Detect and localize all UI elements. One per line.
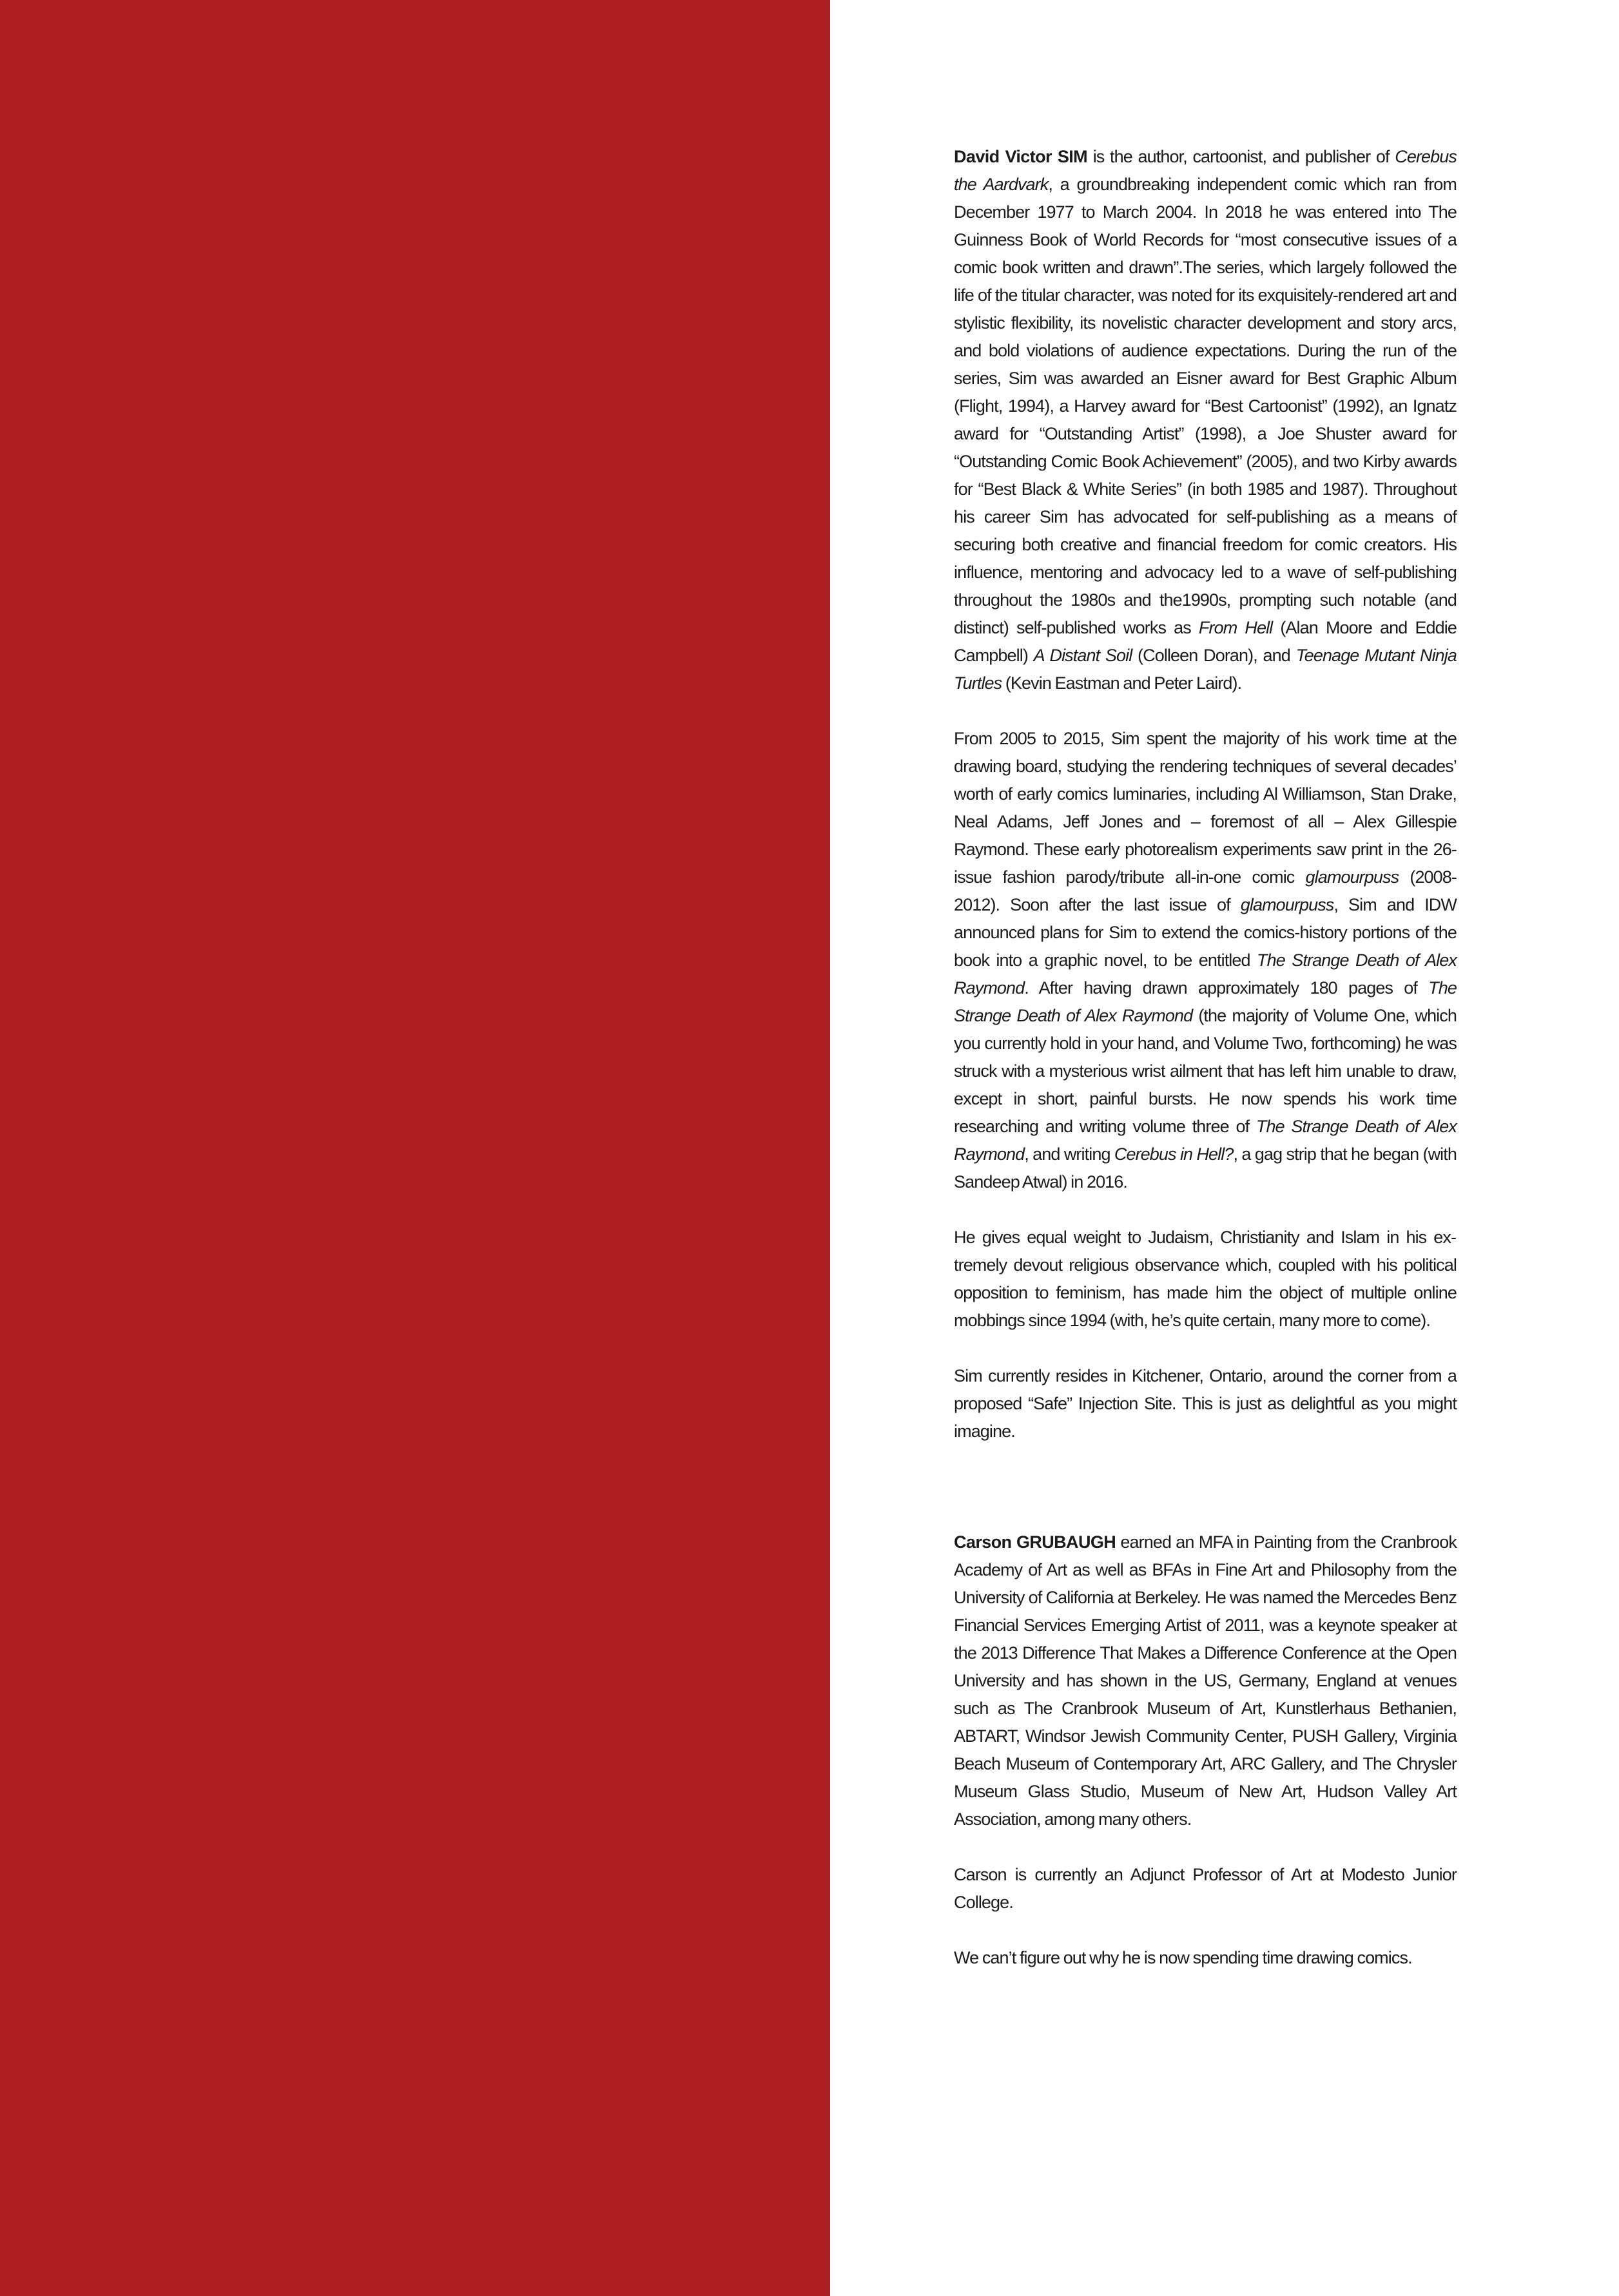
bio-paragraph: [954, 1224, 1457, 1335]
work-title: From Hell: [1198, 618, 1273, 637]
paragraph-text: (Alan Moore and Eddie Campbell): [954, 618, 1457, 665]
paragraph-text: , a groundbreaking independent comic which ran from December 1977 to March 2004. In 2018 he was entered into The Guinness Book of World Records for “most consecutive issues of a comic book written and drawn”.The series, which largely followed the life of the titular character, was noted for its exquisitely-rendered art and stylistic flexibility, its novelistic character development and story arcs, and bold violations of audience expectations. During the run of the series, Sim was awarded an Eisner award for Best Graphic Album (Flight, 1994), a Harvey award for “Best Cartoonist” (1992), an Ignatz award for “Outstanding Artist” (1998), a Joe Shuster award for “Outstanding Comic Book Achievement” (2005), and two Kirby awards for “Best Black & White Series” (in both 1985 and 1987). Throughout his career Sim has advocated for self-publishing as a means of securing both creative and financial freedom for comic creators. His influence, mentoring and advocacy led to a wave of self-publishing throughout the 1980s and the1990s, prompting such notable (and distinct) self-published works as: [954, 175, 1457, 637]
bio-paragraph: [954, 725, 1457, 1196]
work-title: The Strange Death of Alex Raymond: [954, 950, 1457, 998]
paragraph-text: (2008-2012). Soon after the last issue of: [954, 867, 1457, 914]
bio-paragraph: [954, 1362, 1457, 1445]
work-title: glamourpuss: [1240, 895, 1334, 914]
bio-paragraph: [954, 1529, 1457, 1833]
work-title: Teenage Mutant Ninja Turtles: [954, 646, 1457, 693]
paragraph-text: (Kevin Eastman and Peter Laird).: [1002, 673, 1242, 693]
paragraph-text: Carson is currently an Adjunct Professor of Art at Modesto Junior College.: [954, 1865, 1457, 1912]
paragraph-text: We can’t figure out why he is now spending time drawing comics.: [954, 1948, 1412, 1967]
paragraph-text: earned an MFA in Painting from the Cranbrook Academy of Art as well as BFAs in Fine Art and Philosophy from the University of California at Berkeley. He was named the Mercedes Benz Financial Services Emerging Artist of 2011, was a keynote speaker at the 2013 Difference That Makes a Difference Conference at the Open University and has shown in the US, Germany, England at venues such as The Cranbrook Museum of Art, Kunstlerhaus Bethanien, ABTART, Windsor Jewish Community Center, PUSH Gallery, Virginia Beach Museum of Contemporary Art, ARC Gallery, and The Chrysler Museum Glass Studio, Museum of New Art, Hudson Valley Art Association, among many others.: [954, 1532, 1457, 1829]
bio-paragraph: [954, 143, 1457, 697]
biography-column: [954, 143, 1457, 2000]
person-name: Carson GRUBAUGH: [954, 1532, 1116, 1552]
bio-david-victor-sim: [954, 143, 1457, 1445]
work-title: The Strange Death of Alex Raymond: [954, 978, 1457, 1025]
paragraph-text: Sim currently resides in Kitchener, Ontario, around the corner from a proposed “Safe” Injection Site. This is just as delightful as you might imagine.: [954, 1366, 1457, 1441]
paragraph-text: From 2005 to 2015, Sim spent the majority of his work time at the drawing board, studying the rendering techniques of several decades’ worth of early comics luminaries, including Al Williamson, Stan Drake, Neal Adams, Jeff Jones and – foremost of all – Alex Gillespie Raymond. These early photorealism experiments saw print in the 26-issue fashion parody/tribute all-in-one comic: [954, 729, 1457, 887]
paragraph-text: , a gag strip that he began (with Sandeep Atwal) in 2016.: [954, 1144, 1457, 1191]
paragraph-text: (Colleen Doran), and: [1132, 646, 1296, 665]
paragraph-text: , and writing: [1024, 1144, 1114, 1164]
bio-paragraph: [954, 1944, 1457, 1972]
paragraph-text: (the majority of Volume One, which you currently hold in your hand, and Volume Two, forthcoming) he was struck with a mysterious wrist ailment that has left him unable to draw, except in short, painful bursts. He now spends his work time researching and writing volume three of: [954, 1006, 1457, 1136]
bio-paragraph: [954, 1861, 1457, 1916]
work-title: glamourpuss: [1305, 867, 1399, 887]
work-title: Cerebus in Hell?: [1114, 1144, 1234, 1164]
work-title: The Strange Death of Alex Raymond: [954, 1117, 1457, 1164]
work-title: Cerebus the Aardvark: [954, 147, 1457, 194]
paragraph-text: He gives equal weight to Judaism, Christianity and Islam in his extremely devout religious observance which, coupled with his political opposition to feminism, has made him the object of multiple online mobbings since 1994 (with, he’s quite certain, many more to come).: [954, 1228, 1457, 1330]
paragraph-text: , Sim and IDW announced plans for Sim to extend the comics-history portions of the book into a graphic novel, to be entitled: [954, 895, 1457, 970]
paragraph-text: is the author, cartoonist, and publisher of: [1087, 147, 1395, 166]
person-name: David Victor SIM: [954, 147, 1088, 166]
bio-carson-grubaugh: [954, 1529, 1457, 1972]
bio-spacer: [954, 1473, 1457, 1529]
work-title: A Distant Soil: [1033, 646, 1132, 665]
paragraph-text: . After having drawn approximately 180 pages of: [1024, 978, 1429, 998]
